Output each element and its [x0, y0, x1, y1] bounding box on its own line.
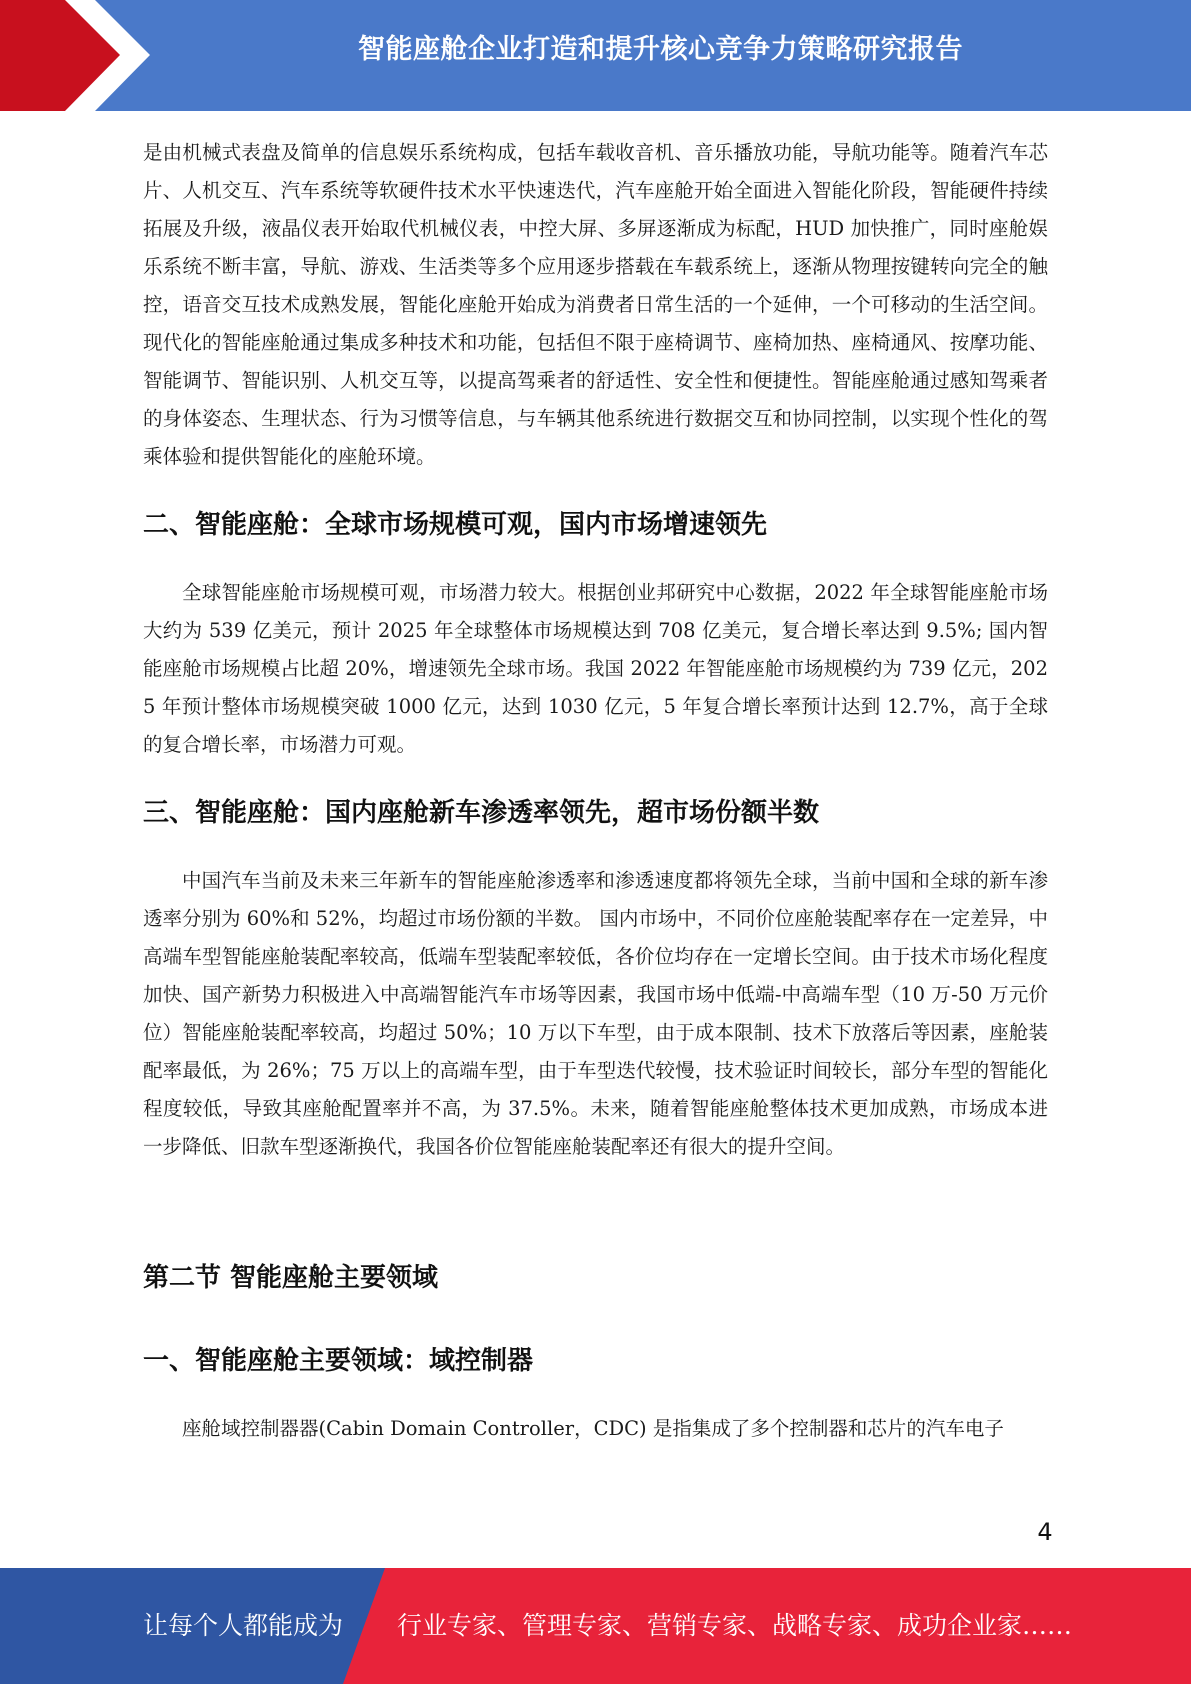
page-number: 4 [1037, 1518, 1053, 1546]
chapter-section-heading: 第二节 智能座舱主要领域 [143, 1263, 439, 1293]
subsection-1-paragraph: 座舱域控制器器(Cabin Domain Controller，CDC) 是指集成了多个控制器和芯片的汽车电子 [182, 1417, 1004, 1440]
page-content [143, 134, 1048, 1448]
footer-slogan-left: 让每个人都能成为 [143, 1611, 344, 1640]
section-heading-2: 二、智能座舱：全球市场规模可观，国内市场增速领先 [143, 510, 768, 540]
section-2-paragraph: 全球智能座舱市场规模可观，市场潜力较大。根据创业邦研究中心数据，2022 年全球智能座舱市场大约为 539 亿美元，预计 2025 年全球整体市场规模达到 708 亿美元，复合增长率达到 9.5%; 国内智能座舱市场规模占比超 20%，增速领先全球市场。我国 2022 年智能座舱市场规模约为 739 亿元，2025 年预计整体市场规模突破 1000 亿元，达到 1030 亿元，5 年复合增长率预计达到 12.7%，高于全球的复合增长率，市场潜力可观。 [143, 581, 1048, 756]
report-title: 智能座舱企业打造和提升核心竞争力策略研究报告 [358, 34, 963, 65]
footer-band [0, 1568, 1191, 1684]
header-chevron-graphic [0, 0, 160, 111]
footer-slogan-right: 行业专家、管理专家、营销专家、战略专家、成功企业家…… [397, 1611, 1073, 1640]
header-band [0, 0, 1191, 111]
subsection-heading-1: 一、智能座舱主要领域：域控制器 [143, 1346, 534, 1376]
section-3-paragraph: 中国汽车当前及未来三年新车的智能座舱渗透率和渗透速度都将领先全球，当前中国和全球的新车渗透率分别为 60%和 52%，均超过市场份额的半数。 国内市场中，不同价位座舱装配率存在一定差异，中高端车型智能座舱装配率较高，低端车型装配率较低，各价位均存在一定增长空间。由于技术市场化程度加快、国产新势力积极进入中高端智能汽车市场等因素，我国市场中低端-中高端车型（10 万-50 万元价位）智能座舱装配率较高，均超过 50%；10 万以下车型，由于成本限制、技术下放落后等因素，座舱装配率最低，为 26%；75 万以上的高端车型，由于车型迭代较慢，技术验证时间较长，部分车型的智能化程度较低，导致其座舱配置率并不高，为 37.5%。未来，随着智能座舱整体技术更加成熟，市场成本进一步降低、旧款车型逐渐换代，我国各价位智能座舱装配率还有很大的提升空间。 [143, 869, 1048, 1158]
section-heading-3: 三、智能座舱：国内座舱新车渗透率领先，超市场份额半数 [143, 798, 820, 828]
intro-paragraph: 是由机械式表盘及简单的信息娱乐系统构成，包括车载收音机、音乐播放功能，导航功能等。随着汽车芯片、人机交互、汽车系统等软硬件技术水平快速迭代，汽车座舱开始全面进入智能化阶段，智能硬件持续拓展及升级，液晶仪表开始取代机械仪表，中控大屏、多屏逐渐成为标配，HUD 加快推广，同时座舱娱乐系统不断丰富，导航、游戏、生活类等多个应用逐步搭载在车载系统上，逐渐从物理按键转向完全的触控，语音交互技术成熟发展，智能化座舱开始成为消费者日常生活的一个延伸，一个可移动的生活空间。 现代化的智能座舱通过集成多种技术和功能，包括但不限于座椅调节、座椅加热、座椅通风、按摩功能、智能调节、智能识别、人机交互等，以提高驾乘者的舒适性、安全性和便捷性。智能座舱通过感知驾乘者的身体姿态、生理状态、行为习惯等信息，与车辆其他系统进行数据交互和协同控制，以实现个性化的驾乘体验和提供智能化的座舱环境。 [143, 141, 1048, 468]
